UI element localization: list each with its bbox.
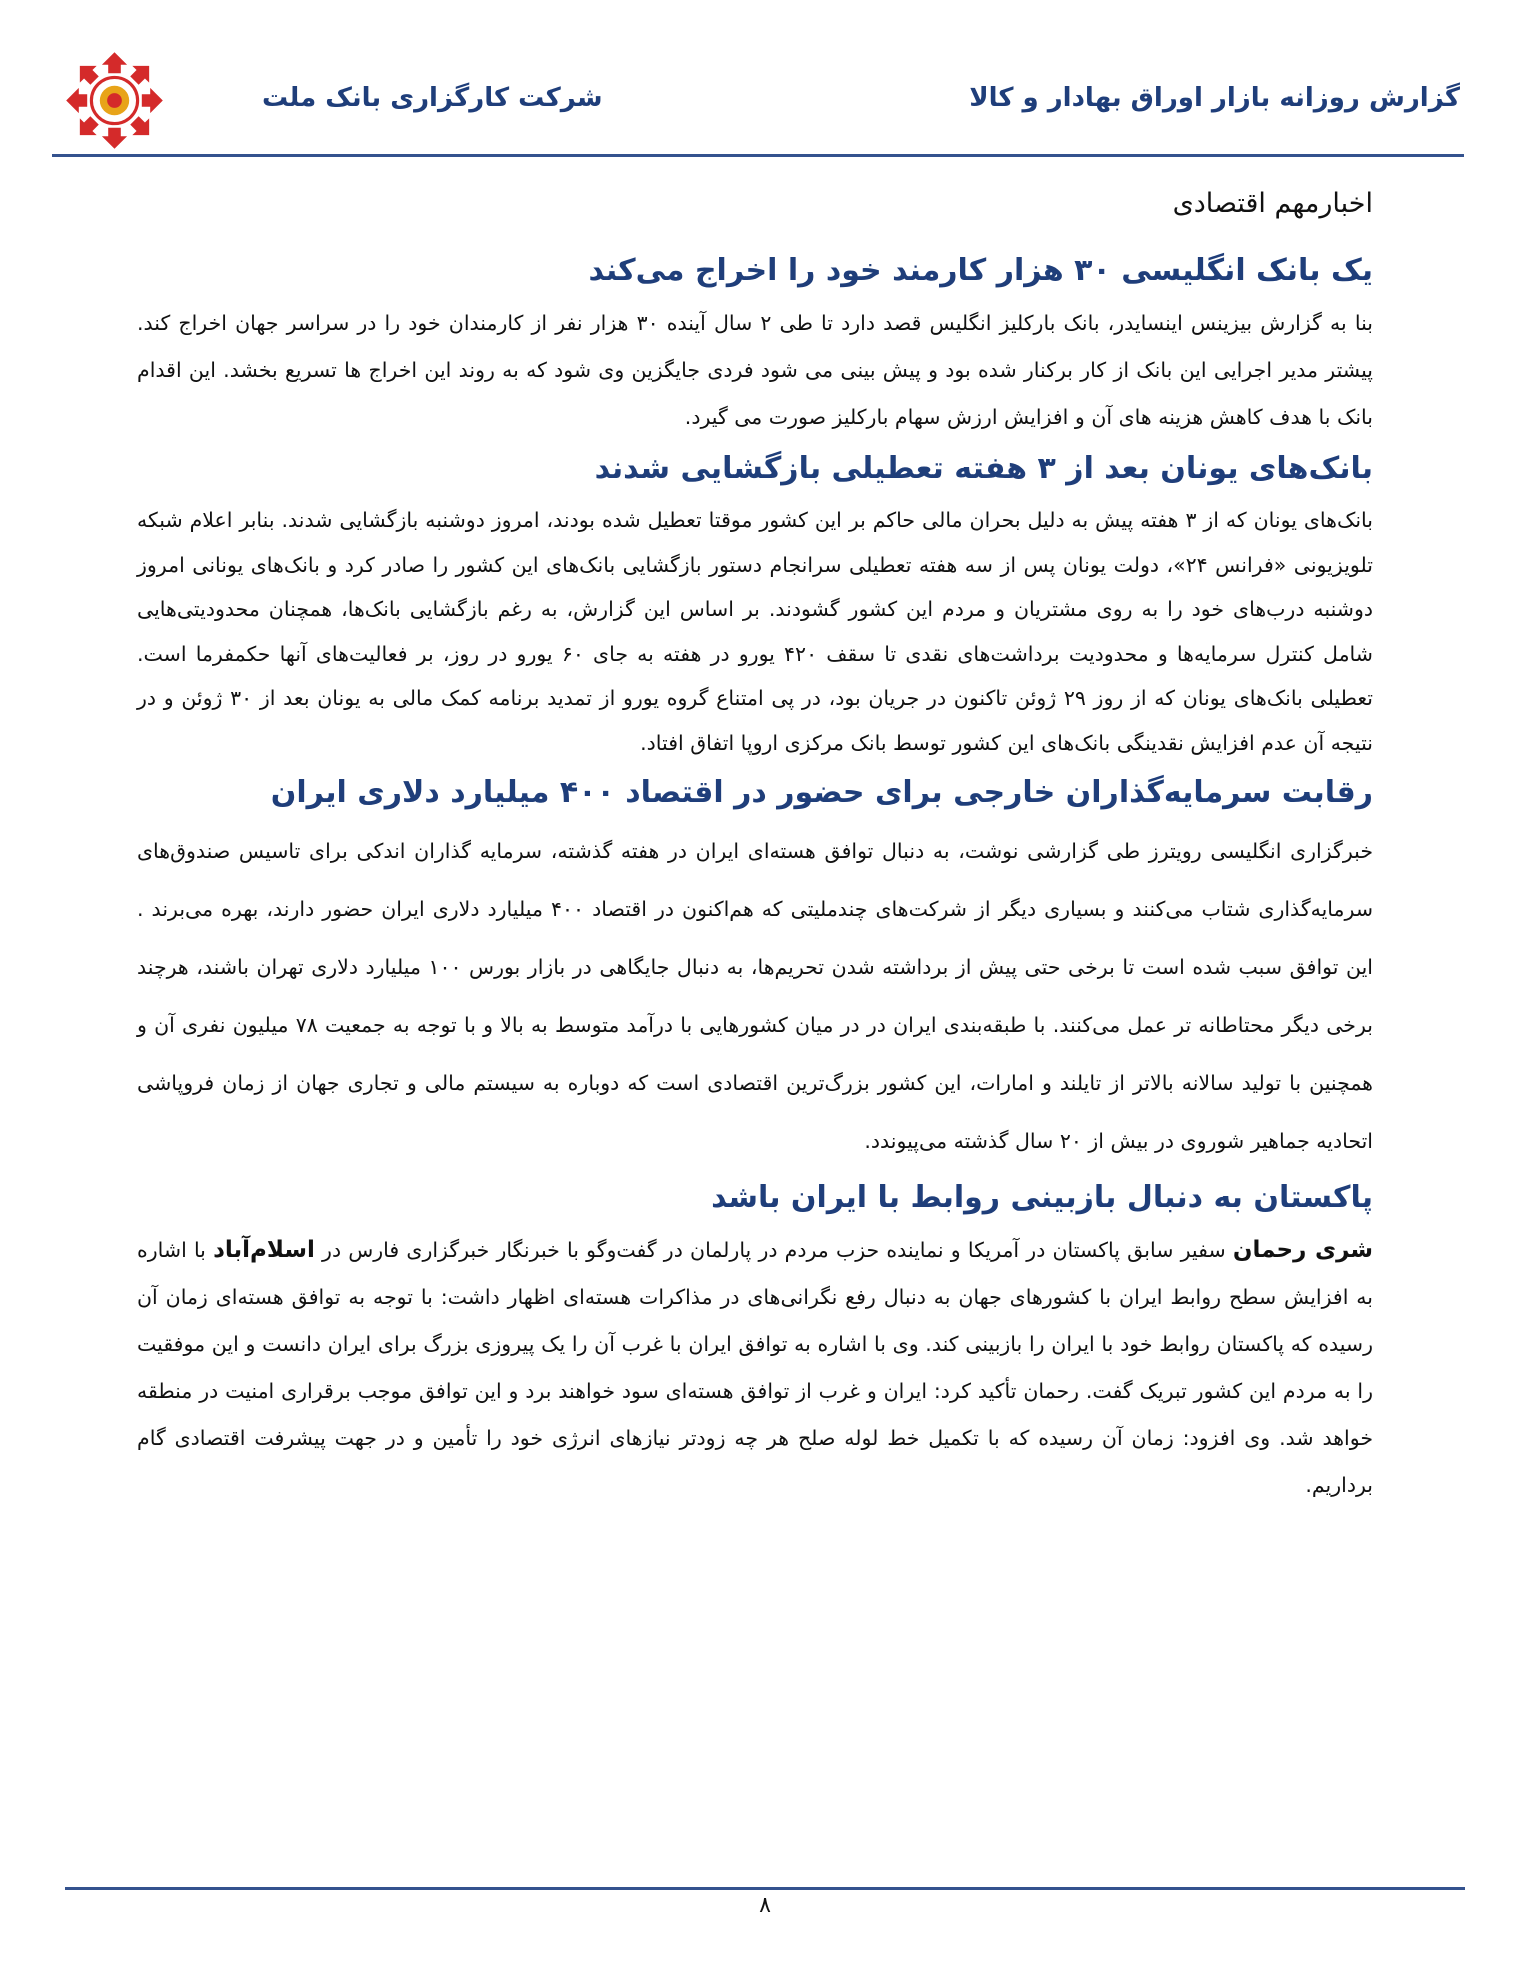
page-content	[137, 178, 1373, 1519]
article-headline-barclays: یک بانک انگلیسی ۳۰ هزار کارمند خود را اخراج می‌کند	[588, 253, 1373, 288]
article-headline-pakistan: پاکستان به دنبال بازبینی روابط با ایران باشد	[711, 1180, 1373, 1215]
lead-person-name: شری رحمان	[1232, 1237, 1373, 1263]
article-body-pakistan-part1: سفیر سابق پاکستان در آمریکا و نماینده حزب مردم در پارلمان در گفت‌وگو با خبرنگار خبرگزاری فارس در	[314, 1238, 1233, 1262]
company-name: شرکت کارگزاری بانک ملت	[262, 83, 603, 113]
report-title: گزارش روزانه بازار اوراق بهادار و کالا	[969, 83, 1460, 113]
section-label: اخبارمهم اقتصادی	[1172, 188, 1373, 219]
article-body-pakistan	[137, 1227, 1373, 1509]
article-body-barclays: بنا به گزارش بیزینس اینسایدر، بانک بارکلیز انگلیس قصد دارد تا طی ۲ سال آینده ۳۰ هزار نفر از کارمندان خود را در سراسر جهان اخراج کند. پیشتر مدیر اجرایی این بانک از کار برکنار شده بود و پیش بینی می شود فردی جایگزین وی شود که به روند این اخراج ها تسریع بخشد. این اقدام بانک با هدف کاهش هزینه های آن و افزایش ارزش سهام بارکلیز صورت می گیرد.	[137, 311, 1374, 429]
bank-mellat-logo-icon	[62, 48, 167, 153]
article-body-pakistan-part2: با اشاره به افزایش سطح روابط ایران با کشورهای جهان به دنبال رفع نگرانی‌های در مذاکرات هسته‌ای اظهار داشت: با توجه به توافق هسته‌ای زمان آن رسیده که پاکستان روابط خود با ایران را بازبینی کند. وی با اشاره به توافق ایران با غرب آن را یک پیروزی بزرگ برای ایران دانست و این موفقیت را به مردم این کشور تبریک گفت. رحمان تأکید کرد: ایران و غرب از توافق هسته‌ای سود خواهند برد و این توافق موجب برقراری امنیت در منطقه خواهد شد. وی افزود: زمان آن رسیده که با تکمیل خط لوله صلح هر چه زودتر نیازهای انرژی خود را تأمین و در جهت پیشرفت اقتصادی گام برداریم.	[137, 1238, 1373, 1497]
article-body-greek-banks: بانک‌های یونان که از ۳ هفته پیش به دلیل بحران مالی حاکم بر این کشور موقتا تعطیل شده بودند، امروز دوشنبه بازگشایی شدند. بنابر اعلام شبکه تلویزیونی «فرانس ۲۴»، دولت یونان پس از سه هفته تعطیلی سرانجام دستور بازگشایی بانک‌های این کشور را صادر کرد و بانک‌های یونانی امروز دوشنبه درب‌های خود را به روی مشتریان و مردم این کشور گشودند. بر اساس این گزارش، به رغم بازگشایی بانک‌ها، همچنان محدودیتی‌هایی شامل کنترل سرمایه‌ها و محدودیت برداشت‌های نقدی تا سقف ۴۲۰ یورو در هفته به جای ۶۰ یورو در روز، بر فعالیت‌های آنها حکمفرما است. تعطیلی بانک‌های یونان که از روز ۲۹ ژوئن تاکنون در جریان بود، در پی امتناع گروه یورو از تمدید برنامه کمک مالی به یونان بعد از ۳۰ ژوئن و در نتیجه آن عدم افزایش نقدینگی بانک‌های این کشور توسط بانک مرکزی اروپا اتفاق افتاد.	[137, 508, 1373, 755]
article-body-iran-investors: خبرگزاری انگلیسی رویترز طی گزارشی نوشت، به دنبال توافق هسته‌ای ایران در هفته گذشته، سرمایه گذاران اندکی برای تاسیس صندوق‌های سرمایه‌گذاری شتاب می‌کنند و بسیاری دیگر از شرکت‌های چندملیتی که هم‌اکنون در اقتصاد ۴۰۰ میلیارد دلاری ایران حضور دارند، بهره می‌برند . این توافق سبب شده است تا برخی حتی پیش از برداشته شدن تحریم‌ها، به دنبال جایگاهی در بازار بورس ۱۰۰ میلیارد دلاری تهران باشند، هرچند برخی دیگر محتاطانه تر عمل می‌کنند. با طبقه‌بندی ایران در در میان کشورهایی با درآمد متوسط به بالا و با توجه به جمعیت ۷۸ میلیون نفری آن و همچنین با تولید سالانه بالاتر از تایلند و امارات، این کشور بزرگ‌ترین اقتصادی است که دوباره به سیستم مالی و تجاری جهان از زمان فروپاشی اتحادیه جماهیر شوروی در بیش از ۲۰ سال گذشته می‌پیوندد.	[137, 839, 1373, 1153]
page-number: ۸	[759, 1893, 771, 1918]
article-headline-iran-investors: رقابت سرمایه‌گذاران خارجی برای حضور در اقتصاد ۴۰۰ میلیارد دلاری ایران	[270, 775, 1373, 810]
article-headline-greek-banks: بانک‌های یونان بعد از ۳ هفته تعطیلی بازگشایی شدند	[594, 451, 1373, 486]
page-header	[52, 28, 1464, 148]
header-divider	[52, 154, 1464, 157]
lead-city-name: اسلام‌آباد	[213, 1237, 315, 1263]
footer-divider	[65, 1887, 1465, 1890]
